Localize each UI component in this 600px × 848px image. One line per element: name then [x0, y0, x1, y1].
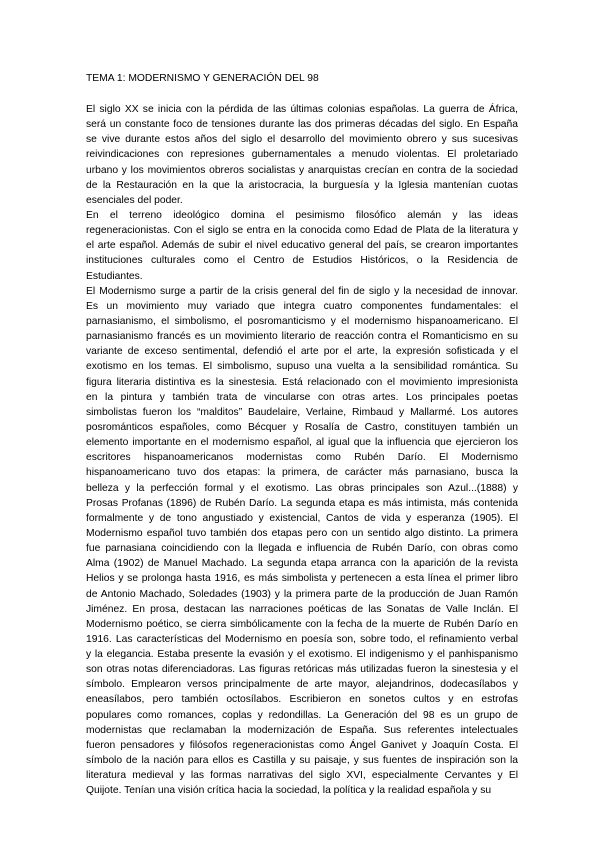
text-line: simbolistas fueron los “malditos” Baudelaire, Verlaine, Rimbaud y Mallarmé. Los autores: [86, 406, 518, 418]
text-line: Es un movimiento muy variado que integra cuatro componentes fundamentales: el: [86, 300, 518, 312]
text-line: escritores hispanoamericanos modernistas como Rubén Darío. El Modernismo: [86, 452, 518, 464]
text-line: Alma (1902) de Manuel Machado. La segunda etapa arranca con la aparición de la revista: [86, 558, 518, 570]
text-line: y la elegancia. Estaba presente la evasión y el exotismo. El indigenismo y el panhispanismo: [86, 649, 518, 661]
text-line: Quijote. Tenían una visión crítica hacia la sociedad, la política y la realidad española y su: [86, 785, 492, 797]
text-line: fue parnasiana coincidiendo con la llegada e influencia de Rubén Darío, con obras como: [86, 543, 518, 555]
text-line: parnasianismo francés es un movimiento literario de reacción contra el Romanticismo en su: [86, 331, 518, 343]
text-line: posrománticos españoles, como Bécquer y Rosalía de Castro, constituyen también un: [86, 421, 518, 433]
text-line: esenciales del poder.: [86, 194, 183, 206]
text-line: Modernismo español tuvo también dos etapas pero con un sentido algo distinto. La primera: [86, 527, 518, 539]
text-line: será un constante foco de tensiones durante las dos primeras décadas del siglo. En España: [86, 119, 518, 131]
text-line: Modernismo poético, se cierra simbólicamente con la fecha de la muerte de Rubén Darío en: [86, 618, 518, 630]
text-line: hispanoamericano tuvo dos etapas: la primera, de carácter más parnasiano, busca la: [86, 467, 518, 479]
text-line: símbolo. Emplearon versos principalmente de arte mayor, alejandrinos, dodecasílabos y: [86, 679, 518, 691]
text-line: eneasílabos, pero también octosílabos. Escribieron en sonetos cultos y en estrofas: [86, 694, 518, 706]
text-line: belleza y la perfección formal y el exotismo. Las obras principales son Azul...(1888) y: [86, 482, 518, 494]
text-line: reivindicaciones con represiones gubernamentales a menudo violentas. El proletariado: [86, 149, 518, 161]
text-line: son otras notas diferenciadoras. Las figuras retóricas más utilizadas fueron la sinestesia y el: [86, 664, 518, 676]
text-line: parnasianismo, el simbolismo, el posromanticismo y el modernismo hispanoamericano. El: [86, 315, 518, 327]
text-line: instituciones culturales como el Centro de Estudios Históricos, o la Residencia de: [86, 255, 518, 267]
text-line: Prosas Profanas (1896) de Rubén Darío. La segunda etapa es más intimista, más contenida: [86, 497, 518, 509]
text-line: exotismo en los temas. El simbolismo, supuso una vuelta a la sensibilidad romántica. Su: [86, 361, 518, 373]
document-title: TEMA 1: MODERNISMO Y GENERACIÓN DEL 98: [86, 73, 319, 84]
text-line: Helios y se prolonga hasta 1916, es más simbolista y pertenecen a esta línea el primer libro: [86, 573, 518, 585]
text-line: de Antonio Machado, Soledades (1903) y la primera parte de la producción de Juan Ramón: [86, 588, 518, 600]
text-line: variante de exceso sentimental, defendió el arte por el arte, la expresión sofisticada y el: [86, 346, 518, 358]
text-line: 1916. Las características del Modernismo en poesía son, sobre todo, el refinamiento verbal: [86, 633, 518, 645]
text-line: urbano y los movimientos obreros socialistas y anarquistas crecían en contra de la sociedad: [86, 164, 518, 176]
text-line: fueron pensadores y filósofos regeneracionistas como Ángel Ganivet y Joaquín Costa. El: [86, 739, 518, 751]
text-line: literatura medieval y las formas narrativas del siglo XVI, especialmente Cervantes y El: [86, 770, 518, 782]
text-line: modernistas que reclamaban la modernización de España. Sus referentes intelectuales: [86, 724, 518, 736]
text-line: regeneracionistas. Con el siglo se entra en la conocida como Edad de Plata de la literatura y: [86, 225, 518, 237]
text-line: el arte español. Además de subir el nivel educativo general del país, se crearon importantes: [86, 240, 518, 252]
text-line: populares como romances, coplas y redondillas. La Generación del 98 es un grupo de: [86, 709, 518, 721]
text-line: se vive durante estos años del siglo el desarrollo del movimiento obrero y sus sucesivas: [86, 134, 518, 146]
text-line: En el terreno ideológico domina el pesimismo filosófico alemán y las ideas: [86, 209, 518, 221]
text-line: de la Restauración en la que la aristocracia, la burguesía y la Iglesia mantenían cuotas: [86, 179, 518, 191]
text-line: El siglo XX se inicia con la pérdida de las últimas colonias españolas. La guerra de África,: [86, 104, 518, 115]
text-line: figura literaria distintiva es la sinestesia. Está relacionado con el movimiento impresionista: [86, 376, 518, 388]
text-line: símbolo de la nación para ellos es Castilla y su paisaje, y sus fuentes de inspiración son la: [86, 755, 518, 767]
text-line: elemento importante en el modernismo español, al igual que la influencia que ejercieron los: [86, 437, 518, 449]
text-line: Estudiantes.: [86, 270, 143, 282]
text-line: en la pintura y también trata de vincularse con otras artes. Los principales poetas: [86, 391, 518, 403]
text-line: formalmente y de tono angustiado y existencial, Cantos de vida y esperanza (1905). El: [86, 512, 518, 524]
document-body: [86, 102, 518, 798]
text-line: El Modernismo surge a partir de la crisis general del fin de siglo y la necesidad de innovar.: [86, 285, 518, 297]
text-line: Jiménez. En prosa, destacan las narraciones poéticas de las Sonatas de Valle Inclán. El: [86, 603, 518, 615]
